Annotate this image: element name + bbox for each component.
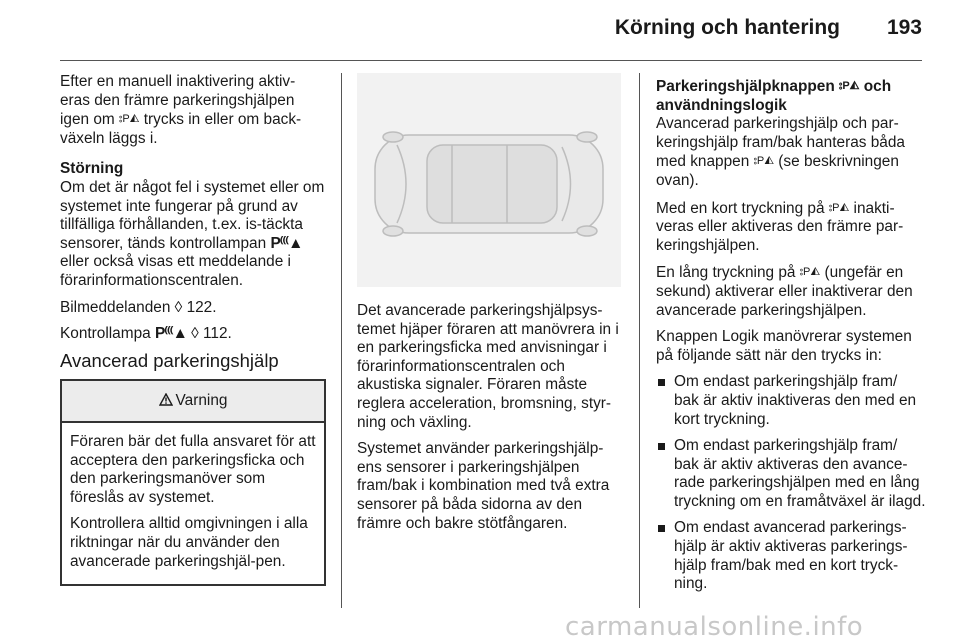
column-divider-right xyxy=(639,73,640,608)
parking-button-icon: ⦂P◭ xyxy=(828,201,850,214)
fault-heading: Störning xyxy=(60,160,124,178)
ref-control-lamp: Kontrollampa P⁽⁽⁽▲ ◊ 112. xyxy=(60,325,232,343)
sensor-description: Systemet använder parkeringshjälp-ens sensorer i parkeringshjälpen fram/bak i kombination med två extra sensorer på båda sidorna av den främre och bakre stötfångaren. xyxy=(357,440,610,532)
fault-paragraph: Om det är något fel i systemet eller om systemet inte fungerar på grund av tillfälliga förhållanden, t.ex. is-täckta sensorer, tänds kontrollampan P⁽⁽⁽▲ eller också visas ett meddelande i förarinformationscentralen. xyxy=(60,178,325,289)
page-ref-icon: ◊ xyxy=(174,298,183,316)
warning-box xyxy=(60,379,326,586)
button-logic-paragraph-1: Avancerad parkeringshjälp och par-keringshjälp fram/bak hanteras båda med knappen ⦂P◭ (se beskrivningen ovan). xyxy=(656,115,905,189)
watermark: carmanualsonline.info xyxy=(565,612,864,642)
parking-button-icon: ⦂P◭ xyxy=(799,266,821,279)
parking-button-icon: ⦂P◭ xyxy=(753,155,775,168)
page-ref-icon: ◊ xyxy=(191,325,199,343)
button-logic-list xyxy=(656,373,926,594)
park-assist-description: Det avancerade parkeringshjälpsys-temet hjäper föraren att manövrera in i en parkeringsficka med anvisningar i förarinformationscentralen och akustiska signaler. Föraren måste reglera acceleration, bromsning, styr-ning och växling. xyxy=(357,302,619,431)
park-assist-lamp-icon: P⁽⁽⁽▲ xyxy=(154,325,187,343)
parking-button-icon: ⦂P◭ xyxy=(839,80,860,92)
park-assist-warning-icon: P⁽⁽⁽▲ xyxy=(270,234,303,252)
warning-header xyxy=(62,381,324,423)
column-right xyxy=(656,77,926,602)
car-illustration xyxy=(357,73,621,287)
parking-button-icon: ⦂P◭ xyxy=(119,113,140,126)
ref-vehicle-messages: Bilmeddelanden ◊ 122. xyxy=(60,298,217,316)
list-item: Om endast avancerad parkerings-hjälp är aktiv aktiveras parkerings-hjälp fram/bak med en kort tryck-ning. xyxy=(656,519,926,593)
warning-text-2: Kontrollera alltid omgivningen i alla riktningar när du använder den avancerade parkeringshjäl-pen. xyxy=(70,515,308,570)
car-top-view-icon xyxy=(357,73,621,287)
button-logic-paragraph-2: Med en kort tryckning på ⦂P◭ inakti-veras eller aktiveras den främre par-keringshjälpen. xyxy=(656,199,904,254)
button-logic-paragraph-3: En lång tryckning på ⦂P◭ (ungefär en sekund) aktiverar eller inaktiverar den avancerade parkeringshjälpen. xyxy=(656,264,913,319)
column-middle xyxy=(357,302,625,541)
warning-body xyxy=(62,423,324,571)
page-header-title: Körning och hantering xyxy=(614,16,840,39)
warning-title: Varning xyxy=(175,392,228,409)
warning-text-1: Föraren bär det fulla ansvaret för att acceptera den parkeringsficka och den parkeringsmanöver som föreslås av systemet. xyxy=(70,433,316,506)
warning-triangle-icon xyxy=(159,393,173,409)
section-heading: Avancerad parkeringshjälp xyxy=(60,349,279,371)
page-number: 193 xyxy=(886,16,922,39)
button-logic-paragraph-4: Knappen Logik manövrerar systemen på följande sätt när den trycks in: xyxy=(656,328,912,364)
button-logic-heading: Parkeringshjälpknappen ⦂P◭ och användningslogik xyxy=(656,78,892,114)
header-divider xyxy=(60,60,922,61)
intro-paragraph: Efter en manuell inaktivering aktiv-eras den främre parkeringshjälpen igen om ⦂P◭ trycks in eller om back-växeln läggs i. xyxy=(60,73,302,147)
list-item: Om endast parkeringshjälp fram/ bak är aktiv aktiveras den avance-rade parkeringshjälpen med en lång tryckning om en framåtväxel är ilagd. xyxy=(656,437,926,511)
list-item: Om endast parkeringshjälp fram/ bak är aktiv inaktiveras den med en kort tryckning. xyxy=(656,373,926,429)
column-left xyxy=(60,73,325,382)
column-divider-left xyxy=(341,73,342,608)
